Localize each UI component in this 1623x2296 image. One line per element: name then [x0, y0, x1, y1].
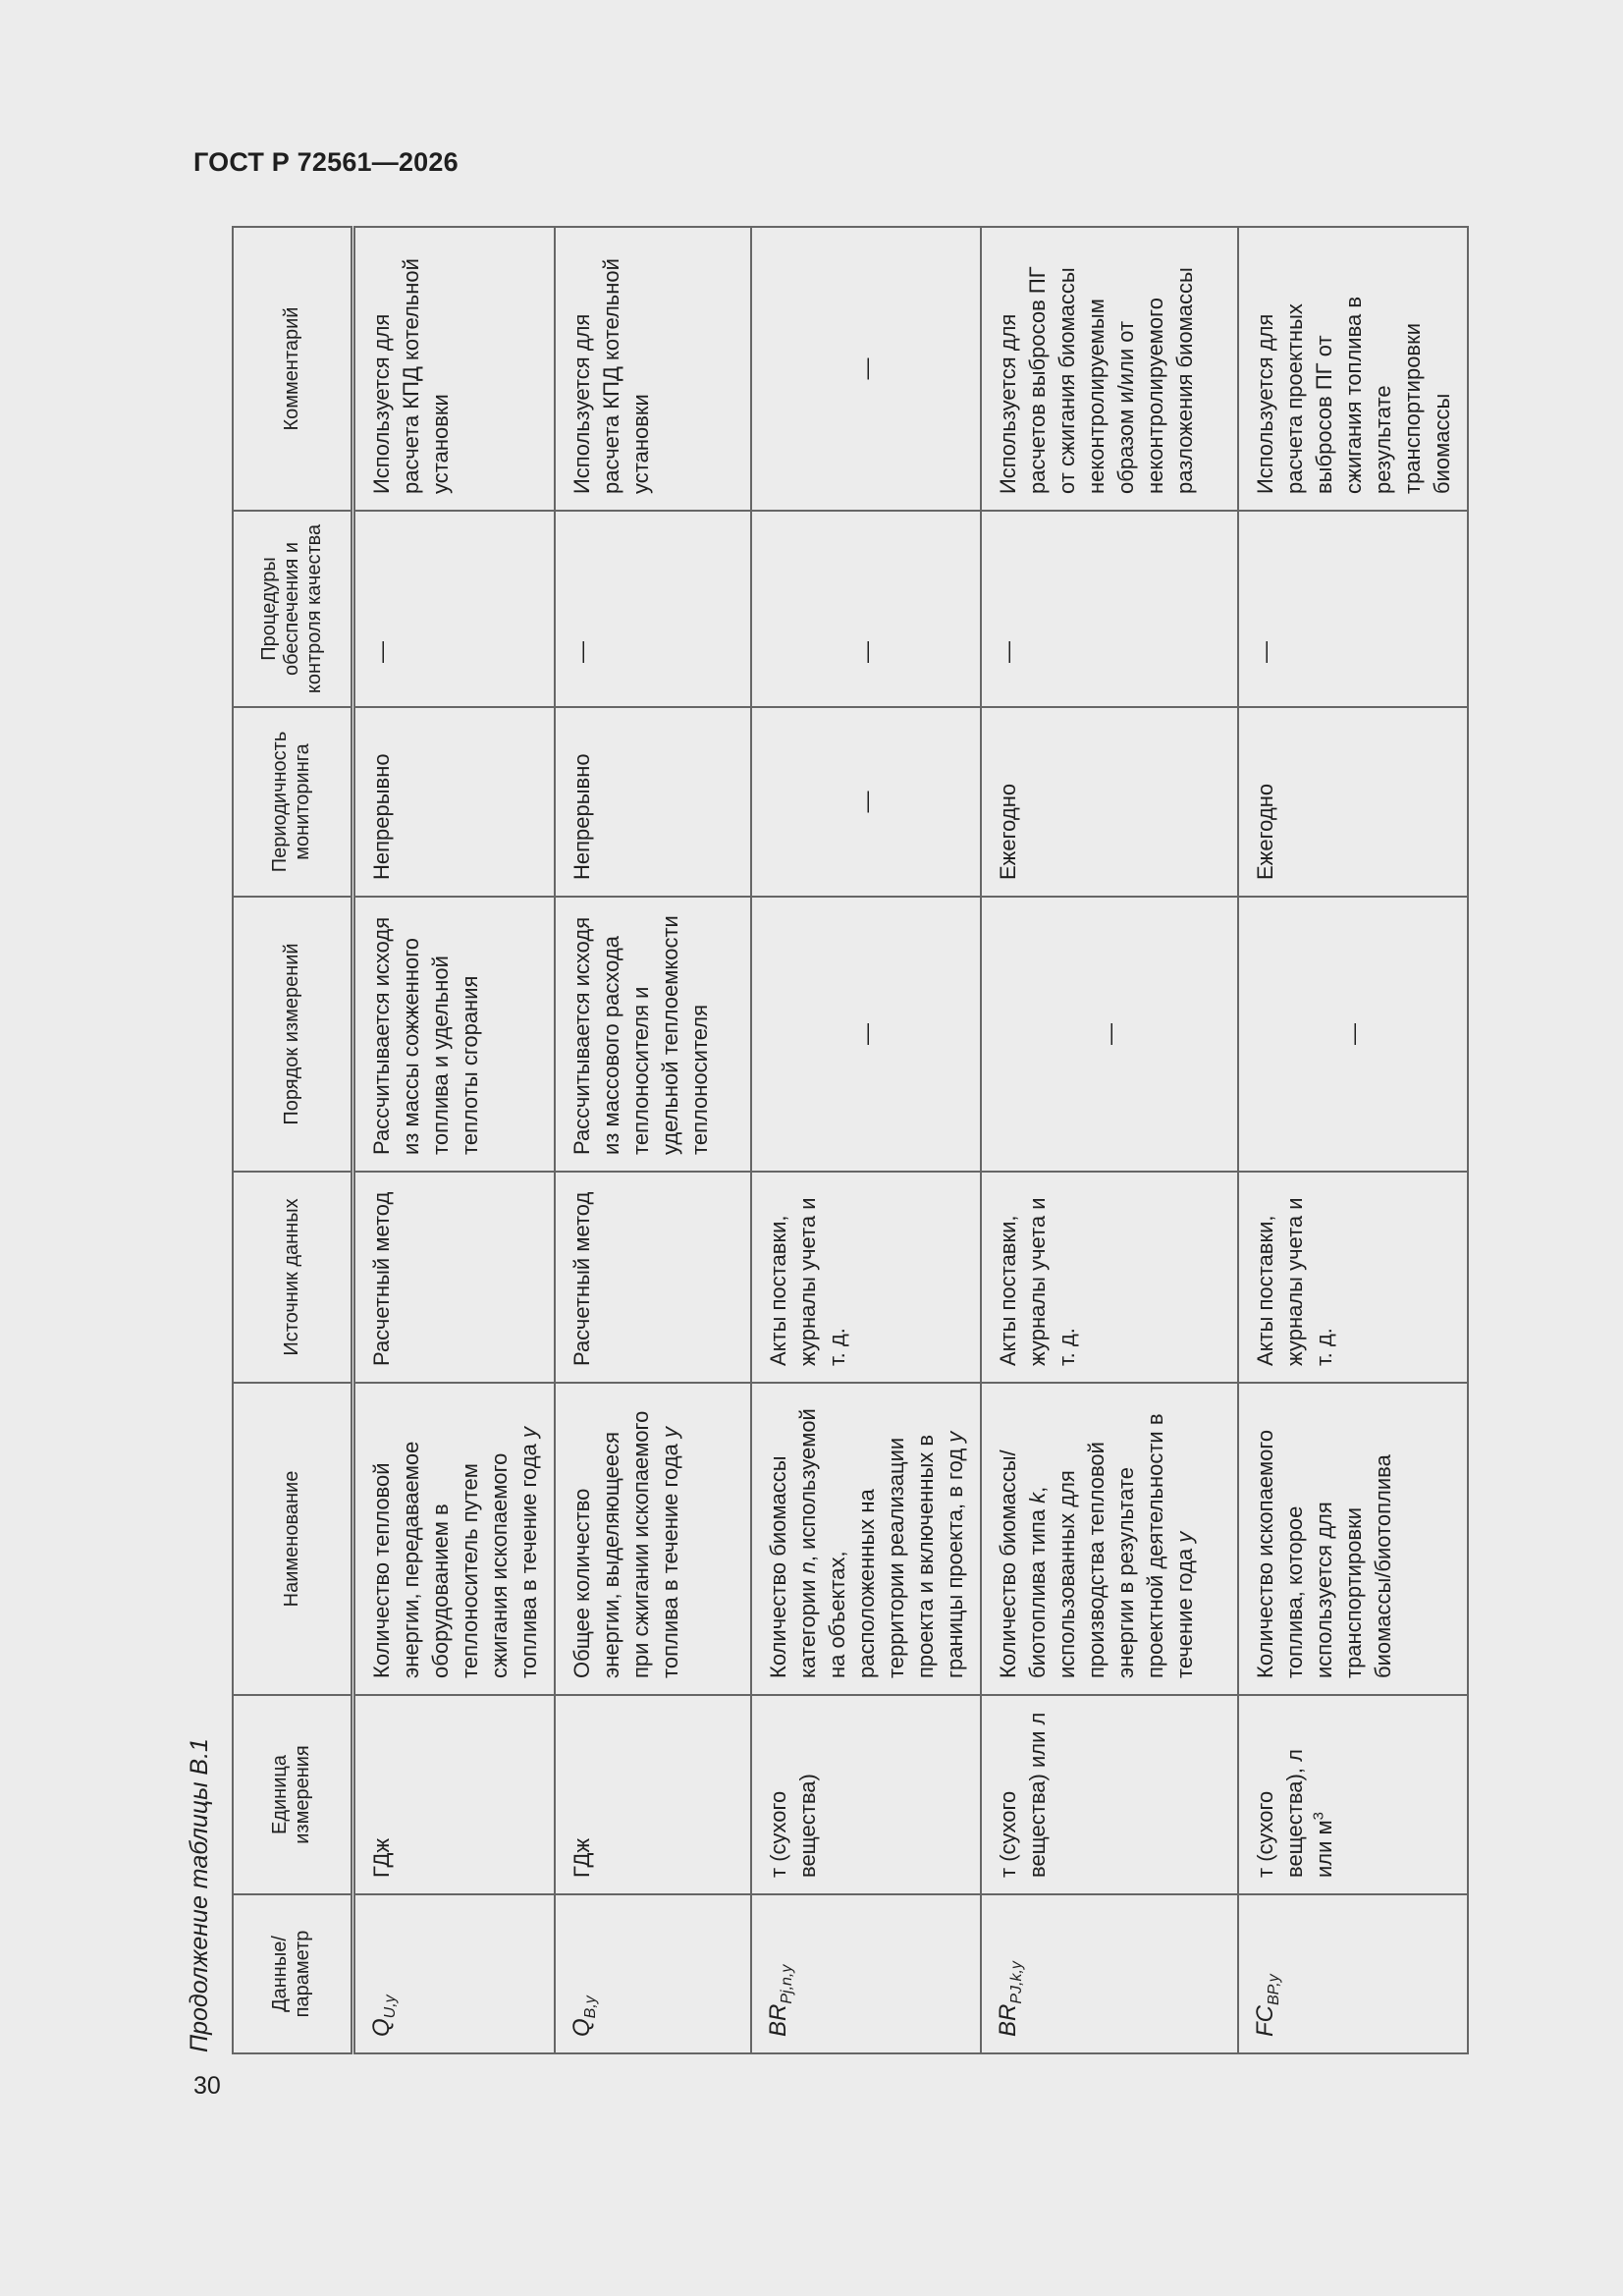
header-procedure: Порядок измерений [233, 897, 352, 1172]
name-cell: Количество биомассы/биотоплива типа k, использованных для производства тепловой энергии в результате проектной деятельности в течение года y [981, 1383, 1238, 1695]
name-cell: Количество тепловой энергии, передаваемое оборудованием в теплоноситель путем сжигания ископаемого топлива в течение года y [352, 1383, 555, 1695]
period-cell: — [751, 707, 981, 897]
unit-cell: т (сухого вещества), л или $м^3$ [1238, 1695, 1468, 1894]
unit-cell: ГДж [555, 1695, 751, 1894]
table-row [555, 227, 751, 2053]
comment-cell: Используется для расчетов выбросов ПГ от сжигания биомассы неконтролируемым образом и/или от неконтролируемого разложения биомассы [981, 227, 1238, 511]
header-source: Источник данных [233, 1172, 352, 1383]
comment-cell: — [751, 227, 981, 511]
header-name: Наименование [233, 1383, 352, 1695]
param-cell: $Q_{B,y}$ [555, 1894, 751, 2053]
header-param: Данные/ параметр [233, 1894, 352, 2053]
data-table [232, 226, 1469, 2054]
name-cell: Количество ископаемого топлива, которое используется для транспортировки биомассы/биотоплива [1238, 1383, 1468, 1695]
unit-cell: ГДж [352, 1695, 555, 1894]
qa-cell: — [751, 511, 981, 707]
param-cell: $BR_{Pj,n,y}$ [751, 1894, 981, 2053]
name-cell: Количество биомассы категории n, используемой на объектах, расположенных на территории реализации проекта и включенных в границы проекта, в год y [751, 1383, 981, 1695]
period-cell: Ежегодно [1238, 707, 1468, 897]
period-cell: Ежегодно [981, 707, 1238, 897]
param-cell: $Q_{U,y}$ [352, 1894, 555, 2053]
table-row [981, 227, 1238, 2053]
qa-cell: — [555, 511, 751, 707]
period-cell: Непрерывно [352, 707, 555, 897]
period-cell: Непрерывно [555, 707, 751, 897]
param-cell: $FC_{BP,y}$ [1238, 1894, 1468, 2053]
procedure-cell: — [1238, 897, 1468, 1172]
table-row [352, 227, 555, 2053]
comment-cell: Используется для расчета проектных выбросов ПГ от сжигания топлива в результате транспортировки биомассы [1238, 227, 1468, 511]
source-cell: Расчетный метод [352, 1172, 555, 1383]
unit-cell: т (сухого вещества) [751, 1695, 981, 1894]
page-number: 30 [193, 2072, 221, 2100]
param-cell: $BR_{PJ,k,y}$ [981, 1894, 1238, 2053]
name-cell: Общее количество энергии, выделяющееся при сжигании ископаемого топлива в течение года y [555, 1383, 751, 1695]
source-cell: Акты поставки, журналы учета и т. д. [1238, 1172, 1468, 1383]
table-header-row [233, 227, 352, 2053]
procedure-cell: — [751, 897, 981, 1172]
header-unit: Единица измерения [233, 1695, 352, 1894]
table-caption: Продолжение таблицы В.1 [186, 1738, 213, 2052]
source-cell: Расчетный метод [555, 1172, 751, 1383]
procedure-cell: Рассчитывается исходя из массы сожженного топлива и удельной теплоты сгорания [352, 897, 555, 1172]
source-cell: Акты поставки, журналы учета и т. д. [981, 1172, 1238, 1383]
procedure-cell: Рассчитывается исходя из массового расхода теплоносителя и удельной теплоемкости теплоносителя [555, 897, 751, 1172]
table-row [1238, 227, 1468, 2053]
comment-cell: Используется для расчета КПД котельной установки [352, 227, 555, 511]
unit-cell: т (сухого вещества) или л [981, 1695, 1238, 1894]
qa-cell: — [1238, 511, 1468, 707]
table-row [751, 227, 981, 2053]
qa-cell: — [352, 511, 555, 707]
header-qa: Процедуры обеспечения и контроля качества [233, 511, 352, 707]
comment-cell: Используется для расчета КПД котельной установки [555, 227, 751, 511]
procedure-cell: — [981, 897, 1238, 1172]
qa-cell: — [981, 511, 1238, 707]
document-title: ГОСТ Р 72561—2026 [193, 147, 459, 177]
header-comment: Комментарий [233, 227, 352, 511]
header-period: Периодичность мониторинга [233, 707, 352, 897]
source-cell: Акты поставки, журналы учета и т. д. [751, 1172, 981, 1383]
